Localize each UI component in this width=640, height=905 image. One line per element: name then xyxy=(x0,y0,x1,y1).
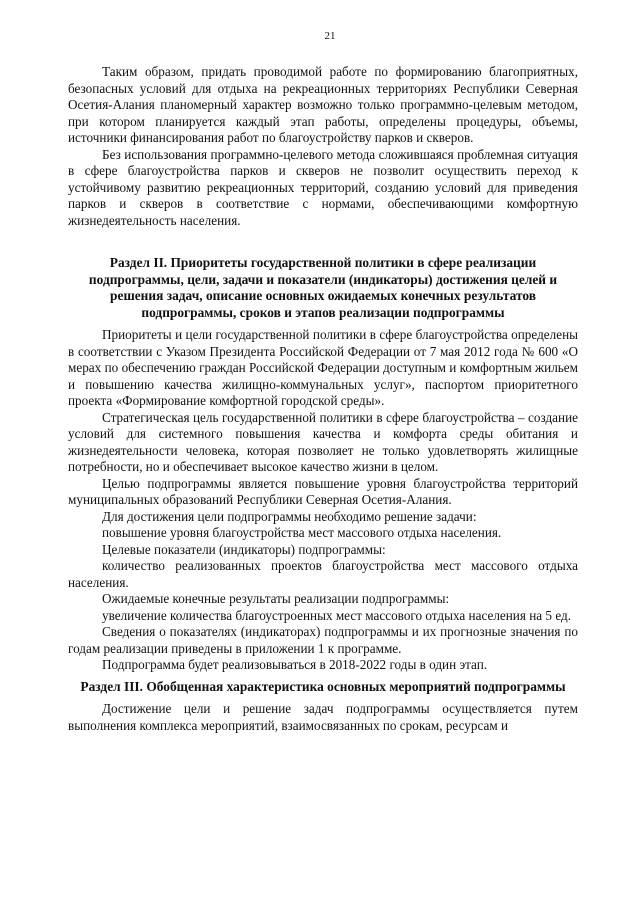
section-2-paragraph-11: Подпрограмма будет реализовываться в 2018-2022 годы в один этап. xyxy=(102,657,488,672)
document-page xyxy=(68,30,578,734)
section-2-paragraph-2: Стратегическая цель государственной политики в сфере благоустройства – создание условий для системного повышения качества и комфорта среды обитания и жизнедеятельности человека, которая позволяет не только удовлетворять жилищные потребности, но и обеспечивает высокое качество жизни в целом. xyxy=(68,409,578,474)
page-number: 21 xyxy=(324,30,336,42)
intro-paragraph-1: Таким образом, придать проводимой работе по формированию благоприятных, безопасных условий для отдыха на рекреационных территориях Республики Северная Осетия-Алания планомерный характер возможно только программно-целевым методом, при котором планируется каждый этап работы, определены процедуры, объемы, источники финансирования работ по благоустройству парков и скверов. xyxy=(68,64,578,145)
section-2 xyxy=(68,255,578,674)
section-2-paragraph-5: повышение уровня благоустройства мест массового отдыха населения. xyxy=(102,525,502,540)
intro-block xyxy=(68,64,578,229)
section-2-paragraph-7: количество реализованных проектов благоустройства мест массового отдыха населения. xyxy=(68,558,578,590)
section-2-paragraph-8: Ожидаемые конечные результаты реализации подпрограммы: xyxy=(102,591,450,606)
section-2-paragraph-10: Сведения о показателях (индикаторах) подпрограммы и их прогнозные значения по годам реализации приведены в приложении 1 к программе. xyxy=(68,624,578,656)
section-3-paragraph-1: Достижение цели и решение задач подпрограммы осуществляется путем выполнения комплекса мероприятий, взаимосвязанных по срокам, ресурсам и xyxy=(68,701,578,733)
section-2-paragraph-3: Целью подпрограммы является повышение уровня благоустройства территорий муниципальных образований Республики Северная Осетия-Алания. xyxy=(68,475,578,507)
section-2-heading: Раздел II. Приоритеты государственной политики в сфере реализации подпрограммы, цели, задачи и показатели (индикаторы) достижения целей и решения задач, описание основных ожидаемых конечных результатов подпрограммы, сроков и этапов реализации подпрограммы xyxy=(88,255,558,320)
section-2-paragraph-6: Целевые показатели (индикаторы) подпрограммы: xyxy=(102,541,386,557)
section-3-heading: Раздел III. Обобщенная характеристика основных мероприятий подпрограммы xyxy=(80,678,566,694)
section-2-paragraph-1: Приоритеты и цели государственной политики в сфере благоустройства определены в соответствии с Указом Президента Российской Федерации от 7 мая 2012 года № 600 «О мерах по обеспечению граждан Российской Федерации доступным и комфортным жильем и повышению качества жилищно-коммунальных услуг», паспортом приоритетного проекта «Формирование комфортной городской среды». xyxy=(68,327,578,408)
section-2-paragraph-9: увеличение количества благоустроенных мест массового отдыха населения на 5 ед. xyxy=(102,607,572,623)
intro-paragraph-2: Без использования программно-целевого метода сложившаяся проблемная ситуация в сфере благоустройства парков и скверов не позволит осуществить переход к устойчивому развитию рекреационных территорий, созданию условий для приведения парков и скверов в соответствие с нормами, обеспечивающими комфортную жизнедеятельность населения. xyxy=(68,146,578,228)
section-3 xyxy=(68,679,578,735)
section-2-paragraph-4: Для достижения цели подпрограммы необходимо решение задачи: xyxy=(102,508,477,524)
section-spacer xyxy=(68,229,578,255)
